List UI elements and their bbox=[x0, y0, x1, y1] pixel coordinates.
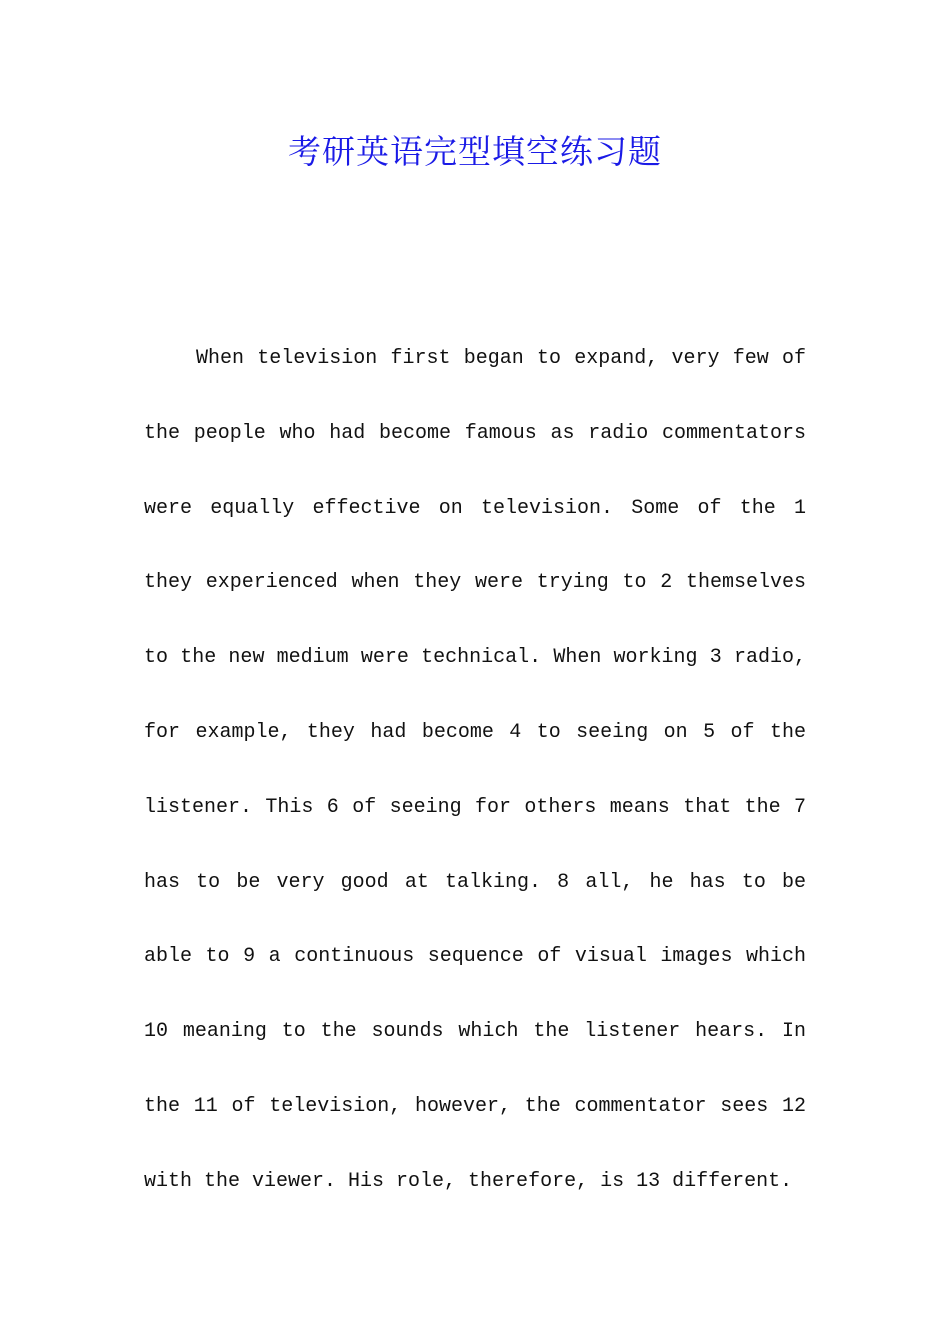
passage-line: has to be very good at talking. 8 all, he has to be bbox=[144, 870, 806, 894]
passage-line: were equally effective on television. Some of the 1 bbox=[144, 496, 806, 520]
passage-line: When television first began to expand, very few of bbox=[196, 347, 806, 370]
passage-line: the people who had become famous as radio commentators bbox=[144, 421, 806, 445]
passage-line: for example, they had become 4 to seeing on 5 of the bbox=[144, 720, 806, 744]
passage-line: listener. This 6 of seeing for others means that the 7 bbox=[144, 795, 806, 819]
passage-line: with the viewer. His role, therefore, is 13 different. bbox=[144, 1169, 793, 1193]
passage-line: they experienced when they were trying to 2 themselves bbox=[144, 571, 806, 595]
document-title: 考研英语完型填空练习题 bbox=[288, 132, 662, 171]
passage-line: the 11 of television, however, the commentator sees 12 bbox=[144, 1094, 806, 1118]
passage bbox=[144, 338, 806, 1236]
passage-line: to the new medium were technical. When working 3 radio, bbox=[144, 646, 806, 670]
passage-line: 10 meaning to the sounds which the listener hears. In bbox=[144, 1020, 806, 1044]
passage-line: able to 9 a continuous sequence of visual images which bbox=[144, 945, 806, 969]
